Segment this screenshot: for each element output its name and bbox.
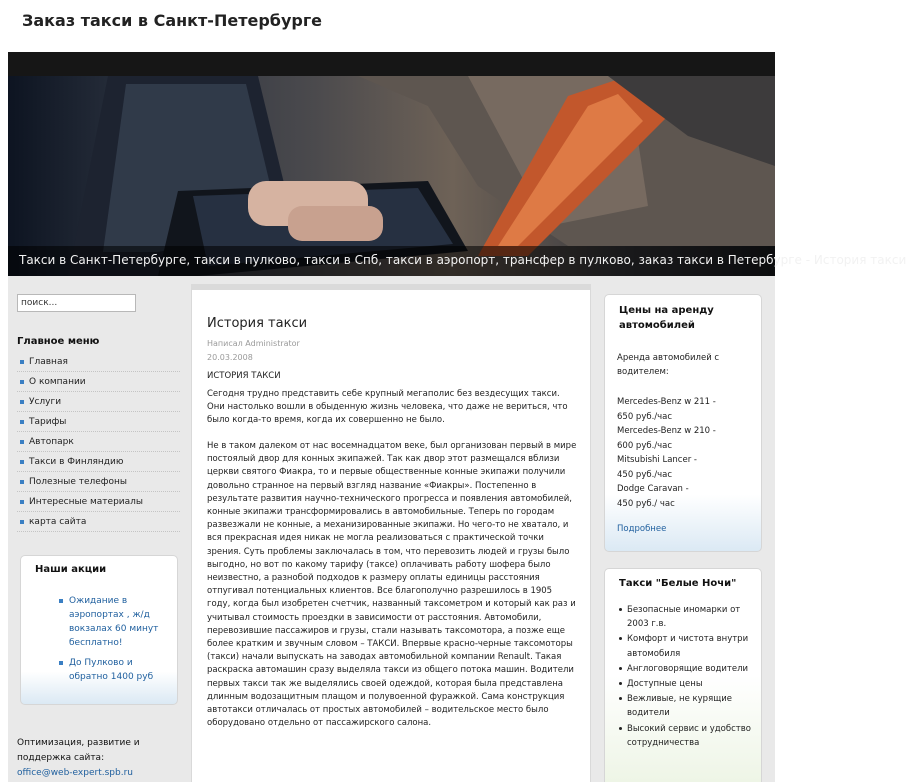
rent-price-line: Mitsubishi Lancer - — [617, 455, 697, 465]
menu-item-tariffs[interactable] — [17, 412, 180, 432]
rent-price-line: 650 руб./час — [617, 411, 673, 422]
article-title[interactable]: История такси — [207, 316, 308, 331]
belye-nochi-item-label: Англоговорящие водители — [627, 663, 749, 674]
menu-item-label: Тарифы — [29, 417, 67, 427]
banner-caption-bar — [8, 246, 906, 276]
menu-item-finland[interactable] — [17, 452, 180, 472]
menu-item-sitemap[interactable] — [17, 512, 180, 532]
belye-nochi-item-label: Комфорт и чистота внутри автомобиля — [627, 634, 749, 659]
menu-item-label: Услуги — [29, 397, 62, 407]
menu-bullet-icon — [20, 460, 24, 464]
rent-prices-box — [604, 294, 762, 552]
rent-intro: Аренда автомобилей с водителем: — [617, 353, 720, 377]
bullet-icon — [619, 667, 622, 670]
footer-email-link[interactable]: office@web-expert.spb.ru — [17, 768, 133, 778]
menu-item-articles[interactable] — [17, 492, 180, 512]
belye-nochi-item — [627, 692, 755, 720]
menu-item-label: Интересные материалы — [29, 497, 144, 507]
article-paragraph: Сегодня трудно представить себе крупный мегаполис без вездесущих такси. Они настолько вошли в обыденную жизнь человека, что даже не вериться, что было когда-то время, когда их совершенно не было. — [207, 389, 568, 426]
belye-nochi-item — [627, 662, 755, 676]
menu-bullet-icon — [20, 420, 24, 424]
rent-price-list — [617, 395, 757, 511]
rent-price-line: 450 руб./час — [617, 469, 673, 480]
rent-price-line: Dodge Caravan - — [617, 484, 689, 494]
rent-price-line: 450 руб./ час — [617, 498, 675, 509]
menu-item-phones[interactable] — [17, 472, 180, 492]
main-content — [191, 284, 591, 782]
article-paragraph: Не в таком далеком от нас восемнадцатом веке, был организован первый в мире постоялый двор для конных экипажей. Так как двор этот размещался вблизи церкви святого Фиакра, то и первые общественные конные экипажи получили довольно странное на первый взгляд название «Фиакры». Постепенно в результате развития научно-технического прогресса и появления автомобилей, конные экипажи трансформировались в автомобильные. Теперь по городам развезжали не конные, а механизированные экипажи. Но чего-то не хватало, и вся прекрасная идея никак не могла реализоваться с практической точки зрения. Суть проблемы заключалась в том, что перевозить людей и грузы было выгодно, но вот по какому тарифу (таксе) оплачивать работу шофера было неизвестно, а разнобой подходов к размеру оплаты единицы расстояния отпугивал потенциальных клиентов. Все благополучно разрешилось в 1905 году, когда был изобретен счетчик, названный таксометром и который как раз и учитывал стоимость проездки в зависимости от расстояния. Автомобили, перевозившие пассажиров и грузы, стали называть таксомотора, а позже еще более кратким и звучным словом – ТАКСИ. Впервые красно-черные таксомоторы (такси) начали выпускать на заводах автомобильной компании Renault. Такая раскраска автомашин сразу выделяла такси из общего потока машин. Водители первых такси так же выделялись своей одеждой, которая была представлена длинным водозащитным плащом и полувоенной фуражкой. Сама конструкция автотакси отличалась от простых автомобилей – водительское место было оборудовано отдельно от пассажирского салона. — [207, 441, 577, 729]
menu-bullet-icon — [20, 360, 24, 364]
site-title[interactable]: Заказ такси в Санкт-Петербурге — [22, 11, 323, 30]
article-date: 20.03.2008 — [207, 353, 253, 362]
belye-nochi-item-label: Вежливые, не курящие водители — [627, 694, 732, 719]
main-menu — [17, 352, 180, 532]
belye-nochi-item — [627, 632, 755, 660]
bullet-icon — [619, 682, 622, 685]
menu-item-label: Автопарк — [29, 437, 74, 447]
footer-credits — [17, 736, 177, 781]
belye-nochi-box — [604, 568, 762, 782]
main-menu-title: Главное меню — [17, 336, 100, 347]
menu-item-label: Главная — [29, 357, 68, 367]
menu-item-about[interactable] — [17, 372, 180, 392]
bullet-icon — [619, 697, 622, 700]
footer-text: Оптимизация, развитие и поддержка сайта: — [17, 738, 140, 763]
promo-box — [20, 555, 178, 705]
rent-more-link[interactable]: Подробнее — [617, 524, 667, 534]
menu-item-services[interactable] — [17, 392, 180, 412]
menu-bullet-icon — [20, 380, 24, 384]
menu-item-label: карта сайта — [29, 517, 87, 527]
promo-item-label: До Пулково и обратно 1400 руб — [69, 658, 154, 682]
promo-item-airport-waiting[interactable] — [69, 594, 171, 650]
rent-price-line: Mercedes-Benz w 210 - — [617, 426, 716, 436]
promo-item-pulkovo[interactable] — [69, 656, 171, 684]
promo-bullet-icon — [59, 599, 63, 603]
rent-price-line: 600 руб./час — [617, 440, 673, 451]
article-heading: ИСТОРИЯ ТАКСИ — [207, 371, 281, 381]
belye-nochi-item-label: Доступные цены — [627, 679, 703, 690]
belye-nochi-title: Такси "Белые Ночи" — [619, 578, 737, 589]
menu-item-label: Полезные телефоны — [29, 477, 127, 487]
menu-bullet-icon — [20, 520, 24, 524]
menu-bullet-icon — [20, 440, 24, 444]
bullet-icon — [619, 608, 622, 611]
menu-bullet-icon — [20, 480, 24, 484]
rent-price-line: Mercedes-Benz w 211 - — [617, 397, 716, 407]
promo-title: Наши акции — [35, 564, 107, 575]
menu-item-label: Такси в Финляндию — [29, 457, 124, 467]
bullet-icon — [619, 727, 622, 730]
belye-nochi-item-label: Высокий сервис и удобство сотрудничества — [627, 723, 751, 748]
belye-nochi-item — [627, 677, 755, 691]
banner-caption: Такси в Санкт-Петербурге, такси в пулково, такси в Спб, такси в аэропорт, трансфер в пулково, заказ такси в Петербурге - История такси — [19, 253, 906, 267]
belye-nochi-list — [627, 603, 755, 751]
search-input[interactable] — [17, 294, 136, 312]
promo-list — [69, 594, 171, 690]
menu-bullet-icon — [20, 400, 24, 404]
menu-item-home[interactable] — [17, 352, 180, 372]
promo-item-label: Ожидание в аэропортах , ж/д вокзалах 60 минут бесплатно! — [69, 596, 159, 648]
bullet-icon — [619, 637, 622, 640]
belye-nochi-item — [627, 722, 755, 750]
site-header — [0, 0, 783, 50]
promo-bullet-icon — [59, 661, 63, 665]
menu-item-label: О компании — [29, 377, 86, 387]
top-strip — [8, 52, 775, 76]
header-banner — [8, 76, 906, 276]
menu-bullet-icon — [20, 500, 24, 504]
belye-nochi-item-label: Безопасные иномарки от 2003 г.в. — [627, 605, 741, 630]
menu-item-fleet[interactable] — [17, 432, 180, 452]
rent-title: Цены на аренду автомобилей — [619, 305, 714, 331]
article-author: Написал Administrator — [207, 339, 300, 348]
belye-nochi-item — [627, 603, 755, 631]
